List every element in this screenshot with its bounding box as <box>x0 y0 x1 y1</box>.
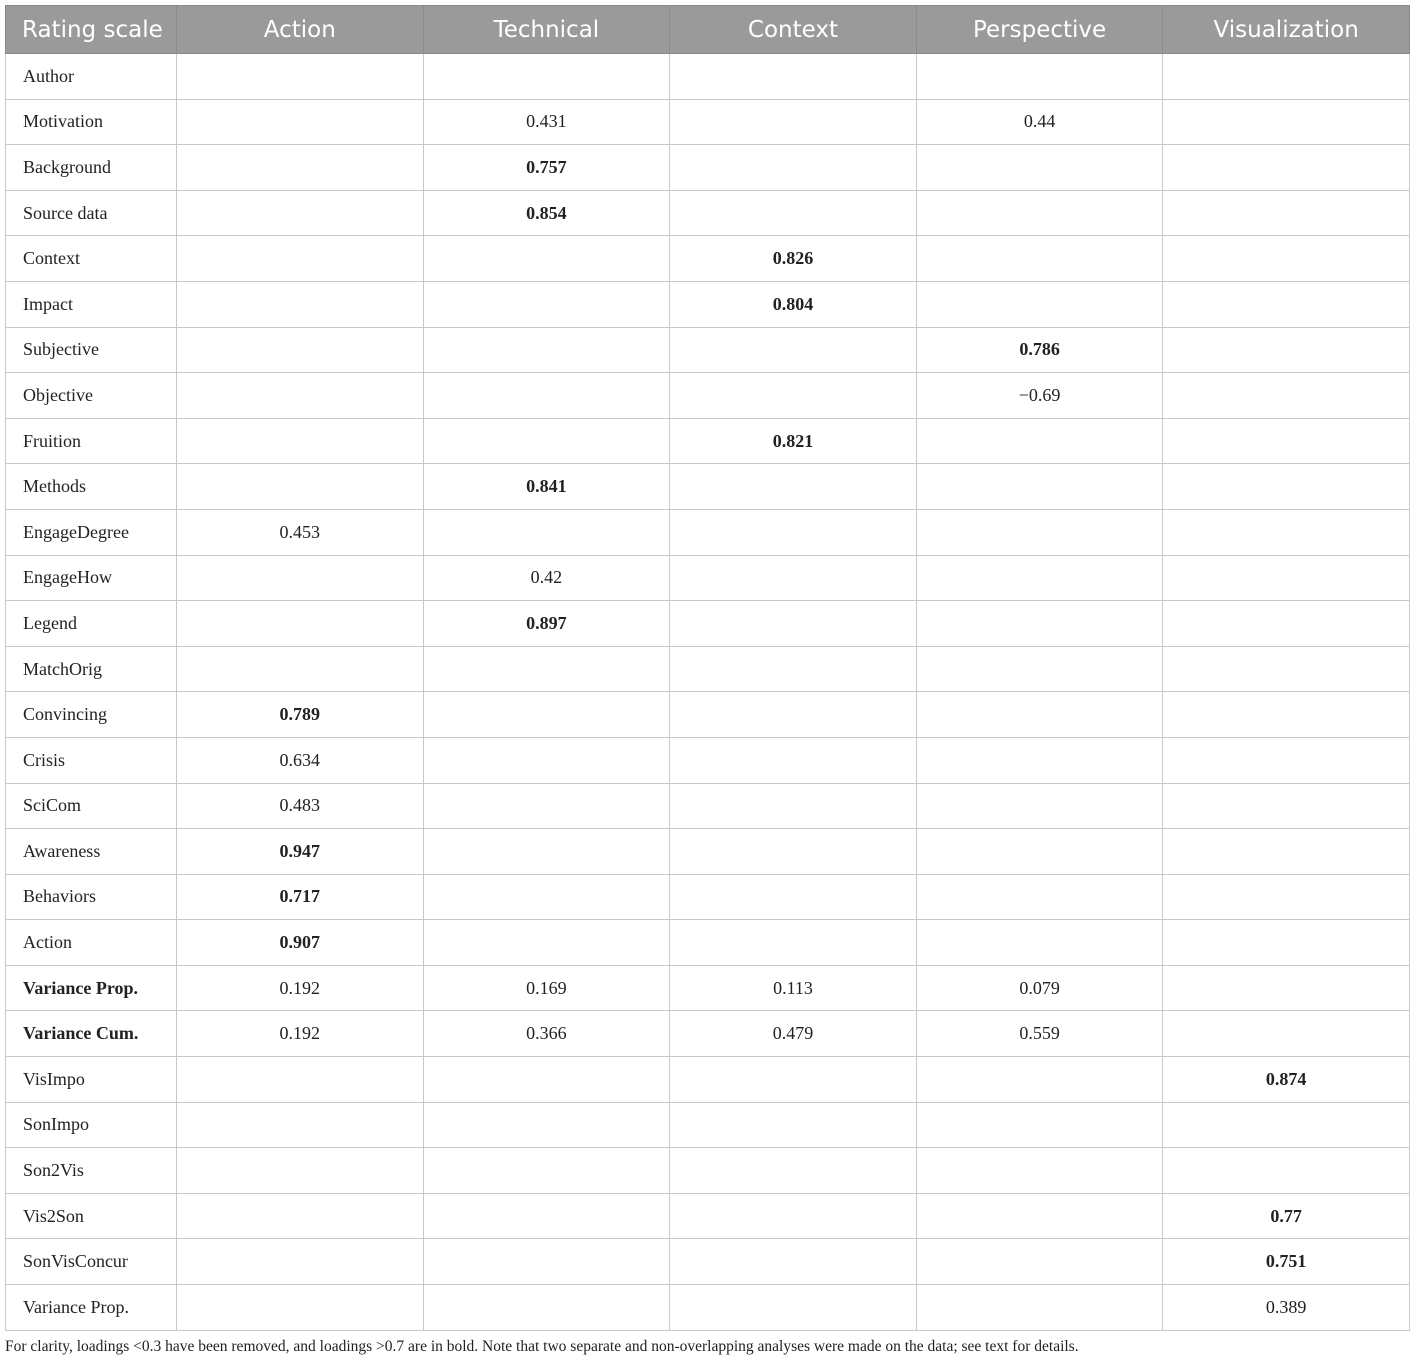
loading-cell <box>670 509 917 555</box>
loading-cell <box>916 829 1163 875</box>
loading-cell: 0.757 <box>423 145 670 191</box>
loading-cell: 0.192 <box>177 1011 424 1057</box>
row-label: Variance Prop. <box>6 1285 177 1331</box>
row-label: MatchOrig <box>6 646 177 692</box>
row-label: Behaviors <box>6 874 177 920</box>
loading-cell <box>670 190 917 236</box>
table-row <box>6 373 1410 419</box>
row-label: Convincing <box>6 692 177 738</box>
row-label: Background <box>6 145 177 191</box>
table-row <box>6 1057 1410 1103</box>
row-label: EngageDegree <box>6 509 177 555</box>
loading-cell <box>177 1148 424 1194</box>
loading-cell <box>916 54 1163 100</box>
row-label: Action <box>6 920 177 966</box>
loading-cell <box>670 783 917 829</box>
loading-cell <box>1163 829 1410 875</box>
loading-cell <box>916 783 1163 829</box>
loading-cell <box>177 236 424 282</box>
loading-cell <box>423 1285 670 1331</box>
column-header: Visualization <box>1163 6 1410 54</box>
column-header: Perspective <box>916 6 1163 54</box>
table-row <box>6 418 1410 464</box>
loading-cell <box>1163 190 1410 236</box>
loading-cell <box>423 920 670 966</box>
loading-cell <box>916 1285 1163 1331</box>
loading-cell: 0.907 <box>177 920 424 966</box>
table-row <box>6 874 1410 920</box>
loading-cell <box>1163 783 1410 829</box>
loading-cell <box>670 920 917 966</box>
loading-cell <box>1163 54 1410 100</box>
loading-cell <box>177 373 424 419</box>
table-row <box>6 54 1410 100</box>
loading-cell <box>423 281 670 327</box>
loading-cell: 0.559 <box>916 1011 1163 1057</box>
loading-cell <box>1163 874 1410 920</box>
table-row <box>6 692 1410 738</box>
factor-loadings-table <box>5 5 1410 1331</box>
loading-cell <box>423 236 670 282</box>
loading-cell: 0.389 <box>1163 1285 1410 1331</box>
loading-cell: 0.786 <box>916 327 1163 373</box>
loading-cell <box>670 646 917 692</box>
loading-cell <box>177 1102 424 1148</box>
loading-cell: 0.192 <box>177 965 424 1011</box>
table-row <box>6 920 1410 966</box>
loading-cell <box>670 1193 917 1239</box>
loading-cell <box>916 1148 1163 1194</box>
loading-cell <box>1163 418 1410 464</box>
loading-cell <box>423 1102 670 1148</box>
loading-cell <box>670 1239 917 1285</box>
loading-cell <box>916 418 1163 464</box>
loading-cell <box>916 692 1163 738</box>
table-row <box>6 829 1410 875</box>
loading-cell <box>1163 555 1410 601</box>
loading-cell: 0.634 <box>177 737 424 783</box>
loading-cell <box>916 281 1163 327</box>
loading-cell <box>423 1193 670 1239</box>
loading-cell: 0.479 <box>670 1011 917 1057</box>
loading-cell <box>1163 646 1410 692</box>
loading-cell <box>1163 509 1410 555</box>
loading-cell <box>1163 601 1410 647</box>
row-label: Impact <box>6 281 177 327</box>
column-header: Technical <box>423 6 670 54</box>
loading-cell: 0.897 <box>423 601 670 647</box>
loading-cell <box>177 646 424 692</box>
table-row <box>6 99 1410 145</box>
loading-cell <box>177 281 424 327</box>
row-label: Fruition <box>6 418 177 464</box>
loading-cell: 0.079 <box>916 965 1163 1011</box>
loading-cell <box>1163 737 1410 783</box>
column-header: Rating scale <box>6 6 177 54</box>
loading-cell <box>1163 145 1410 191</box>
row-label: Source data <box>6 190 177 236</box>
loading-cell <box>916 236 1163 282</box>
loading-cell <box>423 54 670 100</box>
table-row <box>6 601 1410 647</box>
row-label: EngageHow <box>6 555 177 601</box>
loading-cell: 0.44 <box>916 99 1163 145</box>
table-row <box>6 1285 1410 1331</box>
loading-cell <box>916 145 1163 191</box>
row-label: Motivation <box>6 99 177 145</box>
loading-cell <box>670 464 917 510</box>
loading-cell: 0.947 <box>177 829 424 875</box>
loading-cell <box>177 54 424 100</box>
loading-cell <box>423 1239 670 1285</box>
loading-cell <box>177 1239 424 1285</box>
loading-cell <box>423 1057 670 1103</box>
loading-cell <box>177 1285 424 1331</box>
loading-cell: 0.431 <box>423 99 670 145</box>
row-label: SonImpo <box>6 1102 177 1148</box>
loading-cell <box>916 1057 1163 1103</box>
row-label: Variance Prop. <box>6 965 177 1011</box>
table-body <box>6 54 1410 1331</box>
loading-cell <box>670 601 917 647</box>
row-label: Objective <box>6 373 177 419</box>
loading-cell <box>916 601 1163 647</box>
loading-cell <box>670 692 917 738</box>
loading-cell <box>1163 965 1410 1011</box>
loading-cell <box>177 190 424 236</box>
loading-cell <box>177 464 424 510</box>
loading-cell <box>1163 1011 1410 1057</box>
table-row <box>6 327 1410 373</box>
table-row <box>6 555 1410 601</box>
table-row <box>6 1193 1410 1239</box>
loading-cell: 0.113 <box>670 965 917 1011</box>
loading-cell <box>670 737 917 783</box>
table-footnote: For clarity, loadings <0.3 have been removed, and loadings >0.7 are in bold. Note that two separate and non-overlapping analyses were made on the data; see text for details. <box>5 1337 1079 1355</box>
loading-cell <box>177 418 424 464</box>
loading-cell <box>423 874 670 920</box>
row-label: Author <box>6 54 177 100</box>
loading-cell: 0.841 <box>423 464 670 510</box>
loading-cell <box>916 920 1163 966</box>
loading-cell: −0.69 <box>916 373 1163 419</box>
loading-cell <box>670 1148 917 1194</box>
loading-cell <box>423 737 670 783</box>
loading-cell <box>916 646 1163 692</box>
loading-cell <box>670 1285 917 1331</box>
loading-cell <box>1163 327 1410 373</box>
document-page <box>5 5 1409 1356</box>
loading-cell <box>177 327 424 373</box>
row-label: Legend <box>6 601 177 647</box>
loading-cell <box>916 464 1163 510</box>
loading-cell <box>670 54 917 100</box>
table-row <box>6 646 1410 692</box>
row-label: Variance Cum. <box>6 1011 177 1057</box>
table-row <box>6 281 1410 327</box>
loading-cell: 0.483 <box>177 783 424 829</box>
loading-cell <box>423 373 670 419</box>
row-label: Son2Vis <box>6 1148 177 1194</box>
loading-cell: 0.826 <box>670 236 917 282</box>
loading-cell <box>177 555 424 601</box>
row-label: Context <box>6 236 177 282</box>
loading-cell <box>423 646 670 692</box>
loading-cell: 0.453 <box>177 509 424 555</box>
table-row <box>6 965 1410 1011</box>
table-row <box>6 737 1410 783</box>
column-header: Context <box>670 6 917 54</box>
loading-cell: 0.854 <box>423 190 670 236</box>
loading-cell <box>1163 692 1410 738</box>
loading-cell <box>423 327 670 373</box>
loading-cell <box>916 874 1163 920</box>
row-label: Awareness <box>6 829 177 875</box>
loading-cell <box>177 145 424 191</box>
loading-cell <box>177 99 424 145</box>
row-label: SonVisConcur <box>6 1239 177 1285</box>
loading-cell <box>670 1102 917 1148</box>
row-label: Subjective <box>6 327 177 373</box>
loading-cell <box>1163 373 1410 419</box>
loading-cell <box>423 1148 670 1194</box>
loading-cell <box>423 829 670 875</box>
loading-cell: 0.42 <box>423 555 670 601</box>
loading-cell <box>916 509 1163 555</box>
loading-cell <box>423 692 670 738</box>
table-row <box>6 464 1410 510</box>
loading-cell <box>916 1239 1163 1285</box>
loading-cell <box>1163 281 1410 327</box>
loading-cell <box>1163 1148 1410 1194</box>
loading-cell <box>1163 99 1410 145</box>
table-row <box>6 1239 1410 1285</box>
table-row <box>6 1011 1410 1057</box>
row-label: SciCom <box>6 783 177 829</box>
loading-cell <box>670 373 917 419</box>
loading-cell <box>423 783 670 829</box>
loading-cell: 0.751 <box>1163 1239 1410 1285</box>
loading-cell: 0.804 <box>670 281 917 327</box>
loading-cell: 0.169 <box>423 965 670 1011</box>
table-row <box>6 145 1410 191</box>
loading-cell <box>1163 1102 1410 1148</box>
loading-cell <box>1163 920 1410 966</box>
loading-cell: 0.717 <box>177 874 424 920</box>
loading-cell: 0.366 <box>423 1011 670 1057</box>
loading-cell <box>177 601 424 647</box>
table-row <box>6 783 1410 829</box>
loading-cell <box>1163 464 1410 510</box>
loading-cell <box>670 1057 917 1103</box>
loading-cell <box>670 327 917 373</box>
header-row <box>6 6 1410 54</box>
row-label: Methods <box>6 464 177 510</box>
loading-cell <box>1163 236 1410 282</box>
loading-cell <box>670 874 917 920</box>
table-header <box>6 6 1410 54</box>
loading-cell: 0.821 <box>670 418 917 464</box>
row-label: VisImpo <box>6 1057 177 1103</box>
loading-cell <box>177 1057 424 1103</box>
column-header: Action <box>177 6 424 54</box>
loading-cell <box>423 509 670 555</box>
table-row <box>6 236 1410 282</box>
row-label: Crisis <box>6 737 177 783</box>
table-row <box>6 190 1410 236</box>
loading-cell <box>916 190 1163 236</box>
loading-cell <box>670 829 917 875</box>
loading-cell <box>423 418 670 464</box>
table-row <box>6 1102 1410 1148</box>
loading-cell <box>916 555 1163 601</box>
loading-cell <box>670 99 917 145</box>
loading-cell <box>916 737 1163 783</box>
loading-cell <box>670 555 917 601</box>
loading-cell <box>670 145 917 191</box>
row-label: Vis2Son <box>6 1193 177 1239</box>
table-row <box>6 1148 1410 1194</box>
loading-cell <box>916 1102 1163 1148</box>
loading-cell <box>177 1193 424 1239</box>
loading-cell <box>916 1193 1163 1239</box>
loading-cell: 0.77 <box>1163 1193 1410 1239</box>
loading-cell: 0.789 <box>177 692 424 738</box>
table-row <box>6 509 1410 555</box>
loading-cell: 0.874 <box>1163 1057 1410 1103</box>
